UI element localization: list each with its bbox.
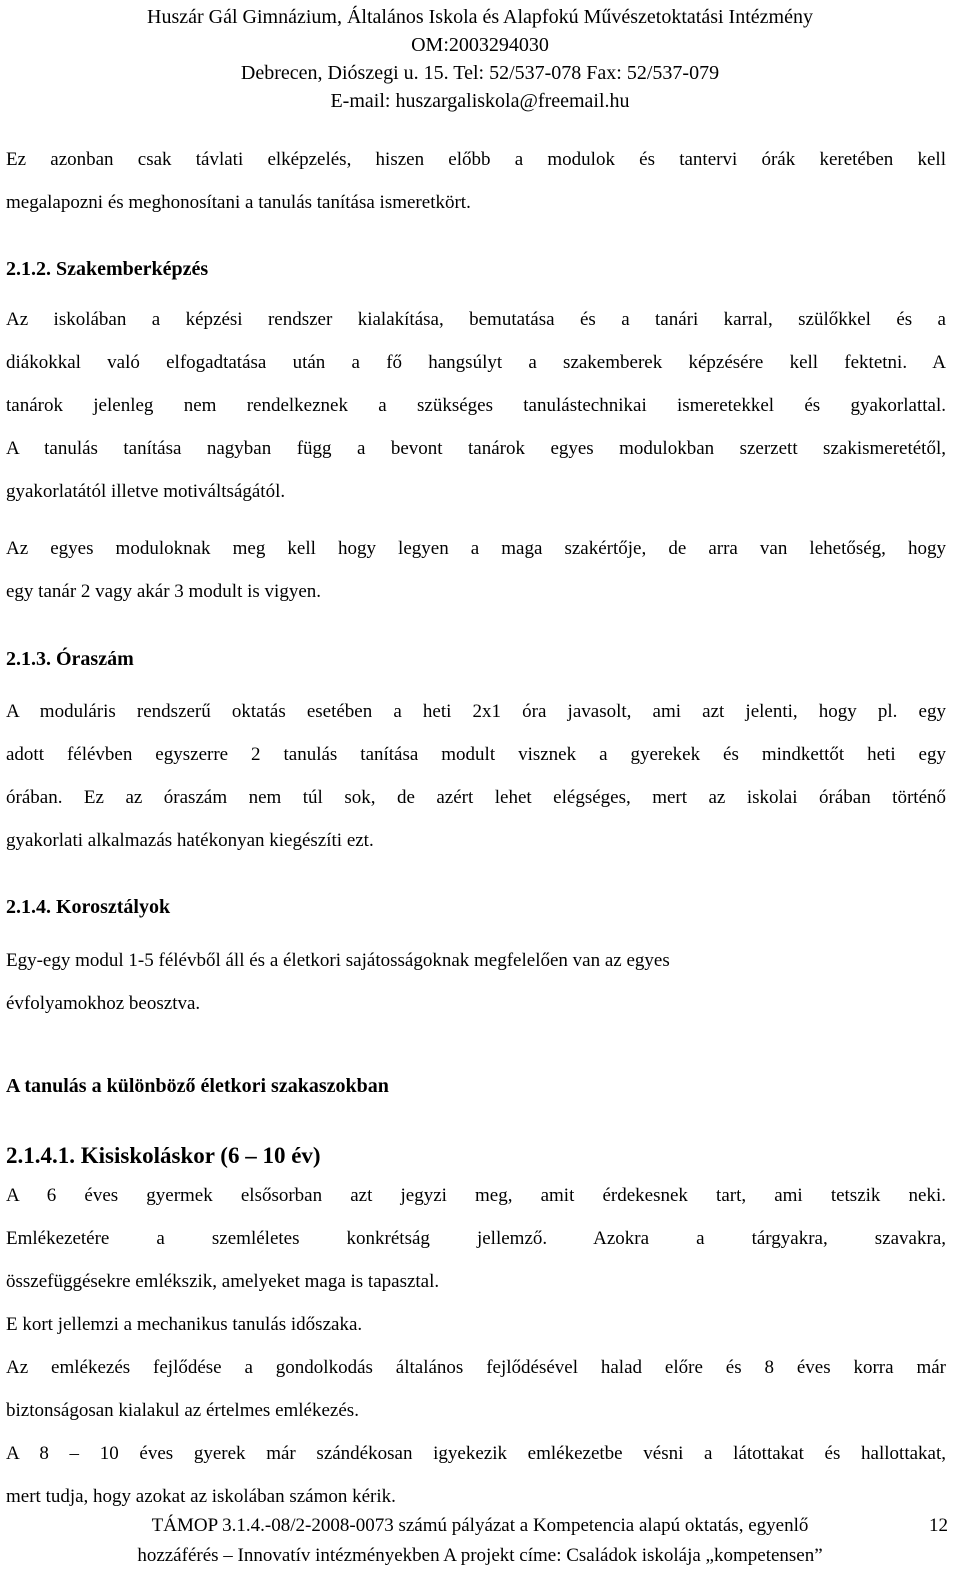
section-heading-2-1-4: 2.1.4. Korosztályok <box>6 896 171 918</box>
paragraph-2-1-4-1-b <box>6 1303 946 1346</box>
section-heading-2-1-3: 2.1.3. Óraszám <box>6 648 134 670</box>
subtitle-age-stages: A tanulás a különböző életkori szakaszokban <box>6 1075 389 1097</box>
text-line: A tanulás tanítása nagyban függ a bevont tanárok egyes modulokban szerzett szakismeretétől, <box>6 438 946 459</box>
text-line: évfolyamokhoz beosztva. <box>6 993 201 1014</box>
header-email: E-mail: huszargaliskola@freemail.hu <box>330 90 630 112</box>
text-line: biztonságosan kialakul az értelmes emlékezés. <box>6 1400 359 1421</box>
header-school-name: Huszár Gál Gimnázium, Általános Iskola és Alapfokú Művészetoktatási Intézmény <box>147 6 813 28</box>
text-line: Az iskolában a képzési rendszer kialakítása, bemutatása és a tanári karral, szülőkkel és a <box>6 309 946 330</box>
text-line: mert tudja, hogy azokat az iskolában számon kérik. <box>6 1486 396 1507</box>
text-line: gyakorlatától illetve motiváltságától. <box>6 481 286 502</box>
text-line: egy tanár 2 vagy akár 3 modult is vigyen. <box>6 581 322 602</box>
text-line: adott félévben egyszerre 2 tanulás tanítása modult visznek a gyerekek és mindkettőt heti egy <box>6 744 946 765</box>
footer-project-text: TÁMOP 3.1.4.-08/2-2008-0073 számú pályázat a Kompetencia alapú oktatás, egyenlő <box>151 1515 809 1536</box>
section-heading-2-1-4-1: 2.1.4.1. Kisiskoláskor (6 – 10 év) <box>6 1143 321 1168</box>
text-line: órában. Ez az óraszám nem túl sok, de azért lehet elégséges, mert az iskolai órában történő <box>6 787 946 808</box>
text-line: A 6 éves gyermek elsősorban azt jegyzi meg, amit érdekesnek tart, ami tetszik neki. <box>6 1185 946 1206</box>
page-number: 12 <box>929 1515 948 1536</box>
paragraph-2-1-4-1-d <box>6 1432 946 1518</box>
text-line: Ez azonban csak távlati elképzelés, hiszen előbb a modulok és tantervi órák keretében kell <box>6 149 946 170</box>
text-line: diákokkal való elfogadtatása után a fő hangsúlyt a szakemberek képzésére kell fektetni. A <box>6 352 946 373</box>
paragraph-2-1-2-a <box>6 298 946 513</box>
text-line: összefüggésekre emlékszik, amelyeket maga is tapasztal. <box>6 1271 440 1292</box>
text-line: Egy-egy modul 1-5 félévből áll és a életkori sajátosságoknak megfelelően van az egyes <box>6 950 670 971</box>
text-line: gyakorlati alkalmazás hatékonyan kiegészíti ezt. <box>6 830 374 851</box>
paragraph-2-1-3 <box>6 690 946 862</box>
paragraph-2-1-4 <box>6 939 946 1025</box>
text-line: A moduláris rendszerű oktatás esetében a heti 2x1 óra javasolt, ami azt jelenti, hogy pl. egy <box>6 701 946 722</box>
paragraph-2-1-2-b <box>6 527 946 613</box>
text-line: tanárok jelenleg nem rendelkeznek a szükséges tanulástechnikai ismeretekkel és gyakorlattal. <box>6 395 946 416</box>
text-line: Az emlékezés fejlődése a gondolkodás általános fejlődésével halad előre és 8 éves korra már <box>6 1357 946 1378</box>
text-line: Emlékezetére a szemléletes konkrétság jellemző. Azokra a tárgyakra, szavakra, <box>6 1228 946 1249</box>
text-line: Az egyes moduloknak meg kell hogy legyen a maga szakértője, de arra van lehetőség, hogy <box>6 538 946 559</box>
paragraph-2-1-4-1-a <box>6 1174 946 1303</box>
footer-line-1 <box>0 1511 960 1541</box>
intro-paragraph <box>6 138 946 224</box>
text-line: A 8 – 10 éves gyerek már szándékosan igyekezik emlékezetbe vésni a látottakat és hallottakat, <box>6 1443 946 1464</box>
text-line: megalapozni és meghonosítani a tanulás tanítása ismeretkört. <box>6 192 471 213</box>
header-address: Debrecen, Diószegi u. 15. Tel: 52/537-078 Fax: 52/537-079 <box>240 62 720 84</box>
section-heading-2-1-2: 2.1.2. Szakemberképzés <box>6 258 209 280</box>
header-om-number: OM:2003294030 <box>411 34 549 56</box>
footer-line-2: hozzáférés – Innovatív intézményekben A projekt címe: Családok iskolája „kompetensen” <box>137 1545 823 1566</box>
text-line: E kort jellemzi a mechanikus tanulás időszaka. <box>6 1314 363 1335</box>
paragraph-2-1-4-1-c <box>6 1346 946 1432</box>
